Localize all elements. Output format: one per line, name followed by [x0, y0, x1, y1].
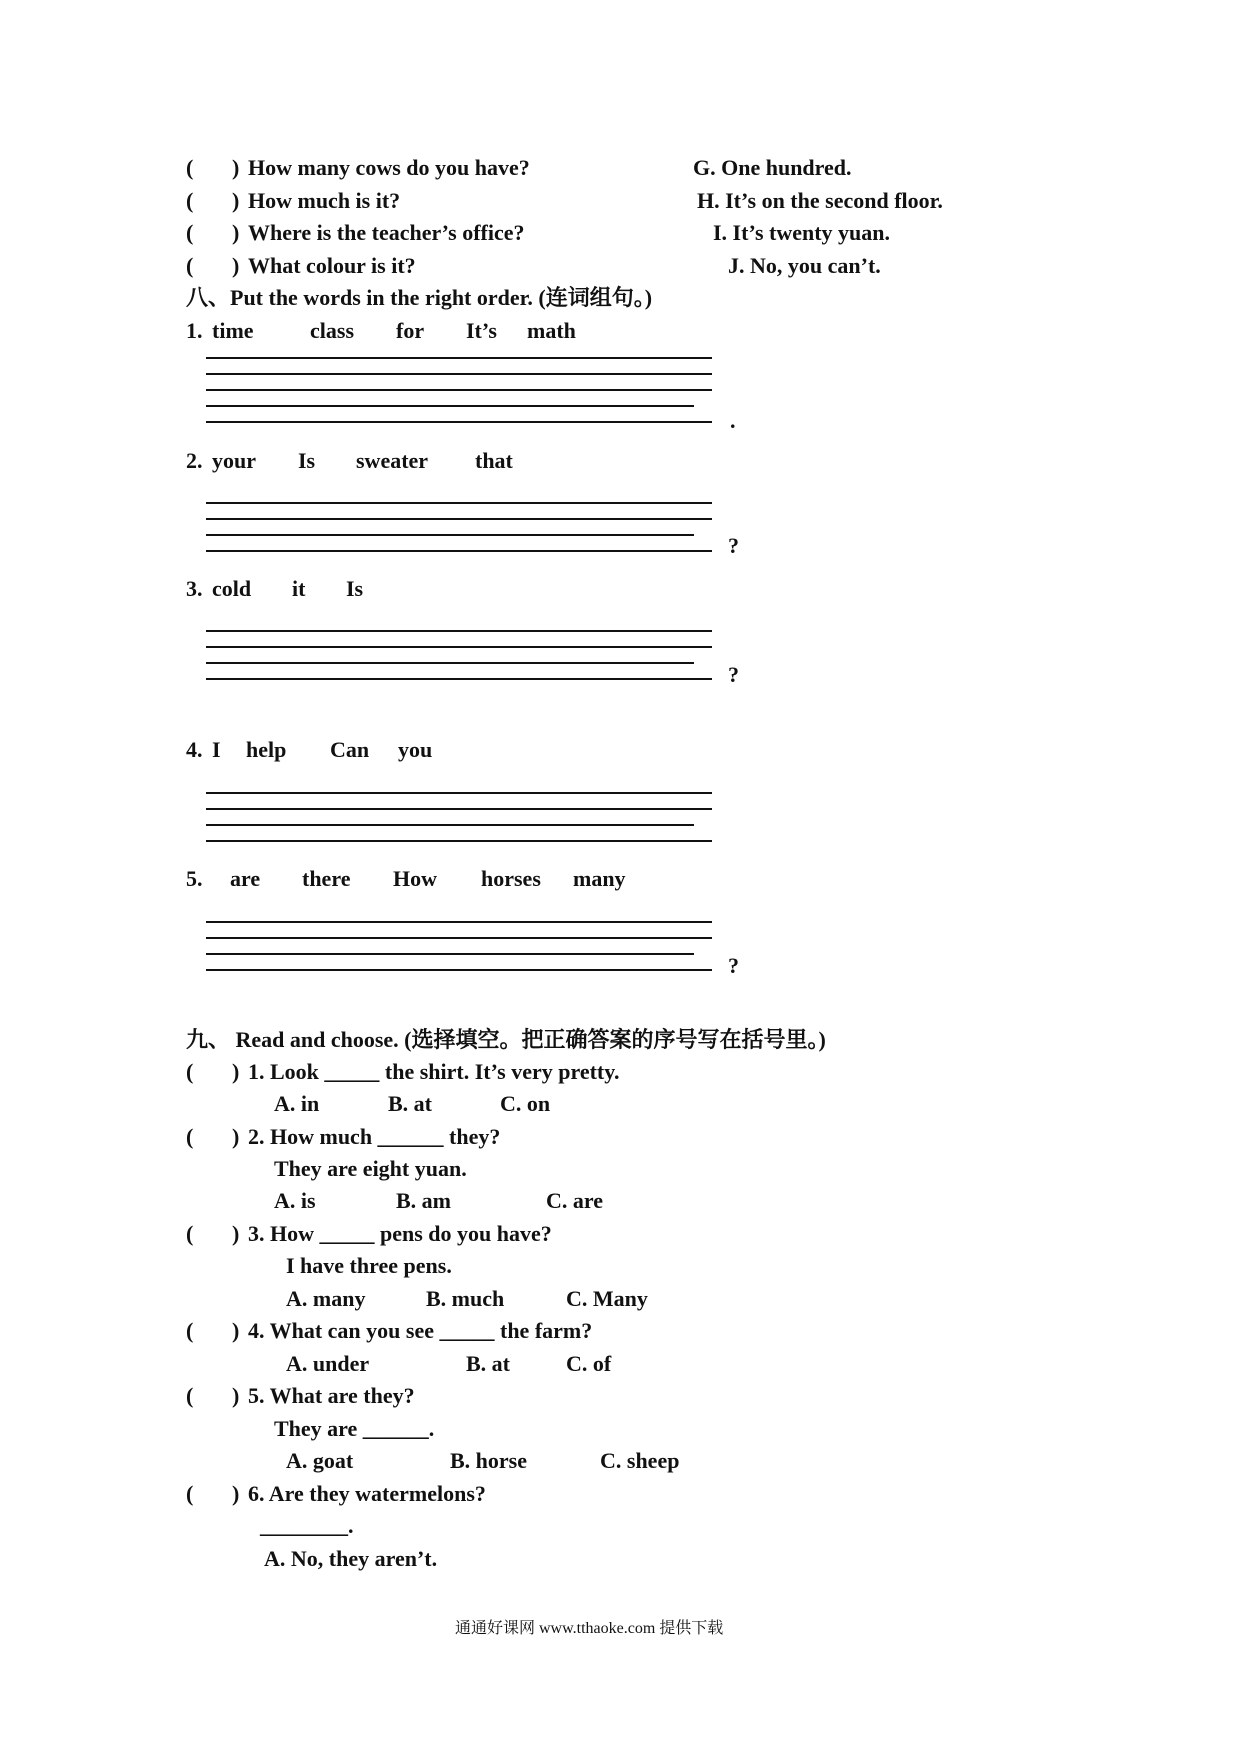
section-8-title: 八、Put the words in the right order. (连词组句。) — [186, 285, 653, 310]
answer-paren-open: ( — [186, 188, 194, 213]
item-number: 5. — [186, 866, 203, 891]
answer-paren-open: ( — [186, 1318, 194, 1343]
answer-paren-open: ( — [186, 1124, 194, 1149]
answer-paren-open: ( — [186, 1383, 194, 1408]
footer-text: 通通好课网 www.tthaoke.com 提供下载 — [455, 1620, 724, 1637]
writing-line — [206, 840, 712, 842]
option: A. in — [274, 1091, 320, 1116]
word: class — [310, 318, 354, 343]
word: that — [475, 448, 513, 473]
writing-line — [206, 969, 712, 971]
writing-line — [206, 518, 712, 520]
answer-paren-close: ) — [232, 1481, 240, 1506]
writing-line — [206, 534, 694, 536]
option: A. many — [286, 1286, 366, 1311]
answer-paren-close: ) — [232, 1383, 240, 1408]
word: How — [393, 866, 437, 891]
answer-paren-open: ( — [186, 1221, 194, 1246]
end-punctuation: ? — [728, 662, 739, 687]
answer-blank: ________. — [260, 1513, 354, 1538]
writing-line — [206, 357, 712, 359]
word: time — [212, 318, 254, 343]
item-number: 3. — [186, 576, 203, 601]
writing-line — [206, 824, 694, 826]
answer-paren-close: ) — [232, 1124, 240, 1149]
word: your — [212, 448, 256, 473]
word: sweater — [356, 448, 429, 473]
item-number: 2. — [186, 448, 203, 473]
word: Can — [330, 737, 370, 762]
matching-answer: H. It’s on the second floor. — [697, 188, 943, 213]
word: I — [212, 737, 221, 762]
question-text: 4. What can you see _____ the farm? — [248, 1318, 593, 1343]
question-text: 6. Are they watermelons? — [248, 1481, 486, 1506]
word: math — [527, 318, 576, 343]
option: B. much — [426, 1286, 505, 1311]
word: you — [398, 737, 433, 762]
question-text: 2. How much ______ they? — [248, 1124, 501, 1149]
answer-paren-open: ( — [186, 155, 194, 180]
writing-line — [206, 953, 694, 955]
matching-question: How much is it? — [248, 188, 401, 213]
option: B. am — [396, 1188, 451, 1213]
end-punctuation: ? — [728, 953, 739, 978]
word: help — [246, 737, 287, 762]
answer-paren-close: ) — [232, 1059, 240, 1084]
answer-paren-open: ( — [186, 253, 194, 278]
answer-paren-close: ) — [232, 155, 240, 180]
question-text: 5. What are they? — [248, 1383, 415, 1408]
word: for — [396, 318, 425, 343]
option: C. are — [546, 1188, 604, 1213]
option: B. at — [466, 1351, 510, 1376]
answer-paren-open: ( — [186, 1059, 194, 1084]
writing-line — [206, 662, 694, 664]
matching-answer: I. It’s twenty yuan. — [713, 220, 891, 245]
word: It’s — [466, 318, 497, 343]
item-number: 1. — [186, 318, 203, 343]
matching-question: What colour is it? — [248, 253, 416, 278]
option: C. sheep — [600, 1448, 680, 1473]
end-punctuation: . — [730, 408, 736, 433]
question-text: 3. How _____ pens do you have? — [248, 1221, 552, 1246]
option: A. No, they aren’t. — [264, 1546, 438, 1571]
writing-line — [206, 405, 694, 407]
writing-line — [206, 678, 712, 680]
answer-paren-close: ) — [232, 1221, 240, 1246]
end-punctuation: ? — [728, 533, 739, 558]
word: Is — [298, 448, 316, 473]
answer-paren-open: ( — [186, 1481, 194, 1506]
option: B. horse — [450, 1448, 527, 1473]
answer-paren-close: ) — [232, 253, 240, 278]
writing-line — [206, 373, 712, 375]
matching-answer: G. One hundred. — [693, 155, 852, 180]
word: are — [230, 866, 261, 891]
option: C. Many — [566, 1286, 648, 1311]
writing-line — [206, 792, 712, 794]
matching-question: Where is the teacher’s office? — [248, 220, 525, 245]
reply-text: They are ______. — [274, 1416, 435, 1441]
answer-paren-close: ) — [232, 188, 240, 213]
option: A. is — [274, 1188, 316, 1213]
section-9-title: 九、 Read and choose. (选择填空。把正确答案的序号写在括号里。) — [186, 1027, 826, 1052]
word: Is — [346, 576, 364, 601]
word: cold — [212, 576, 252, 601]
answer-paren-open: ( — [186, 220, 194, 245]
option: C. of — [566, 1351, 612, 1376]
writing-line — [206, 502, 712, 504]
writing-line — [206, 937, 712, 939]
option: A. under — [286, 1351, 370, 1376]
option: C. on — [500, 1091, 551, 1116]
matching-answer: J. No, you can’t. — [728, 253, 881, 278]
answer-paren-close: ) — [232, 220, 240, 245]
word: horses — [481, 866, 541, 891]
reply-text: I have three pens. — [286, 1253, 452, 1278]
option: B. at — [388, 1091, 432, 1116]
writing-line — [206, 421, 712, 423]
answer-paren-close: ) — [232, 1318, 240, 1343]
word: many — [573, 866, 626, 891]
matching-question: How many cows do you have? — [248, 155, 530, 180]
option: A. goat — [286, 1448, 354, 1473]
item-number: 4. — [186, 737, 203, 762]
writing-line — [206, 550, 712, 552]
word: it — [292, 576, 306, 601]
writing-line — [206, 389, 712, 391]
writing-line — [206, 921, 712, 923]
writing-line — [206, 808, 712, 810]
writing-line — [206, 646, 712, 648]
question-text: 1. Look _____ the shirt. It’s very pretty. — [248, 1059, 620, 1084]
word: there — [302, 866, 351, 891]
reply-text: They are eight yuan. — [274, 1156, 467, 1181]
writing-line — [206, 630, 712, 632]
